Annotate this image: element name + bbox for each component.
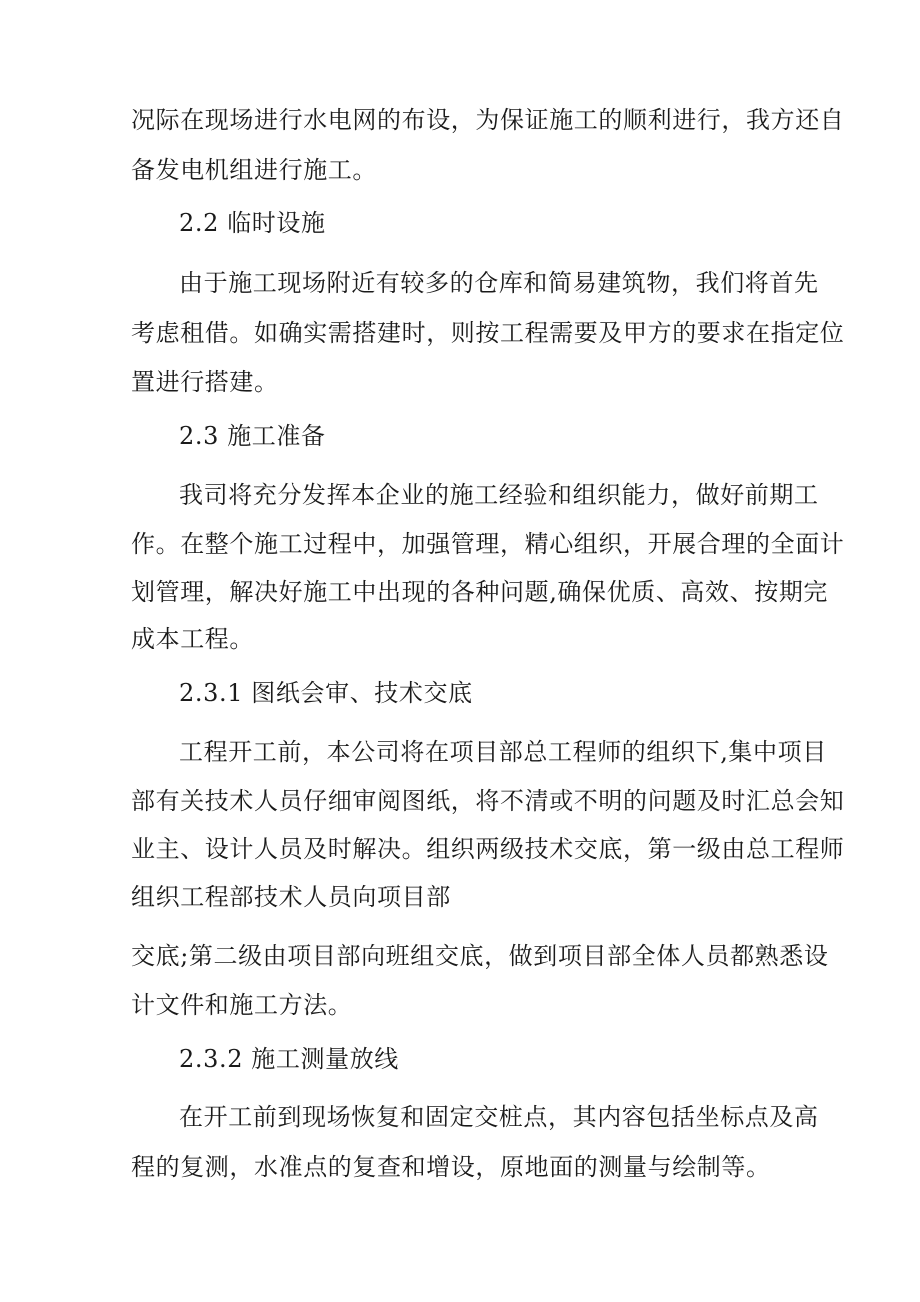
subsection-heading: 2.3.1 图纸会审、技术交底 — [179, 679, 473, 707]
section-heading: 2.2 临时设施 — [179, 209, 326, 237]
paragraph-line: 况际在现场进行水电网的布设，为保证施工的顺利进行，我方还自 — [131, 106, 845, 134]
paragraph-line: 在开工前到现场恢复和固定交桩点，其内容包括坐标点及高 — [179, 1103, 819, 1131]
paragraph-line: 作。在整个施工过程中，加强管理，精心组织，开展合理的全面计 — [131, 530, 845, 558]
paragraph-line: 程的复测，水准点的复查和增设，原地面的测量与绘制等。 — [131, 1153, 771, 1181]
paragraph-line: 我司将充分发挥本企业的施工经验和组织能力，做好前期工 — [179, 481, 819, 509]
paragraph-line: 交底;第二级由项目部向班组交底，做到项目部全体人员都熟悉设 — [131, 942, 829, 970]
paragraph-line: 部有关技术人员仔细审阅图纸，将不清或不明的问题及时汇总会知 — [131, 787, 845, 815]
paragraph-line: 工程开工前，本公司将在项目部总工程师的组织下,集中项目 — [179, 738, 827, 766]
paragraph-line: 由于施工现场附近有较多的仓库和简易建筑物，我们将首先 — [179, 269, 819, 297]
paragraph-line: 备发电机组进行施工。 — [131, 156, 377, 184]
paragraph-line: 组织工程部技术人员向项目部 — [131, 883, 451, 911]
paragraph-line: 业主、设计人员及时解决。组织两级技术交底，第一级由总工程师 — [131, 835, 845, 863]
paragraph-line: 考虑租借。如确实需搭建时，则按工程需要及甲方的要求在指定位 — [131, 319, 845, 347]
paragraph-line: 计文件和施工方法。 — [131, 991, 353, 1019]
paragraph-line: 划管理，解决好施工中出现的各种问题,确保优质、高效、按期完 — [131, 578, 829, 606]
paragraph-line: 置进行搭建。 — [131, 368, 279, 396]
subsection-heading: 2.3.2 施工测量放线 — [179, 1045, 399, 1073]
paragraph-line: 成本工程。 — [131, 625, 254, 653]
section-heading: 2.3 施工准备 — [179, 422, 326, 450]
